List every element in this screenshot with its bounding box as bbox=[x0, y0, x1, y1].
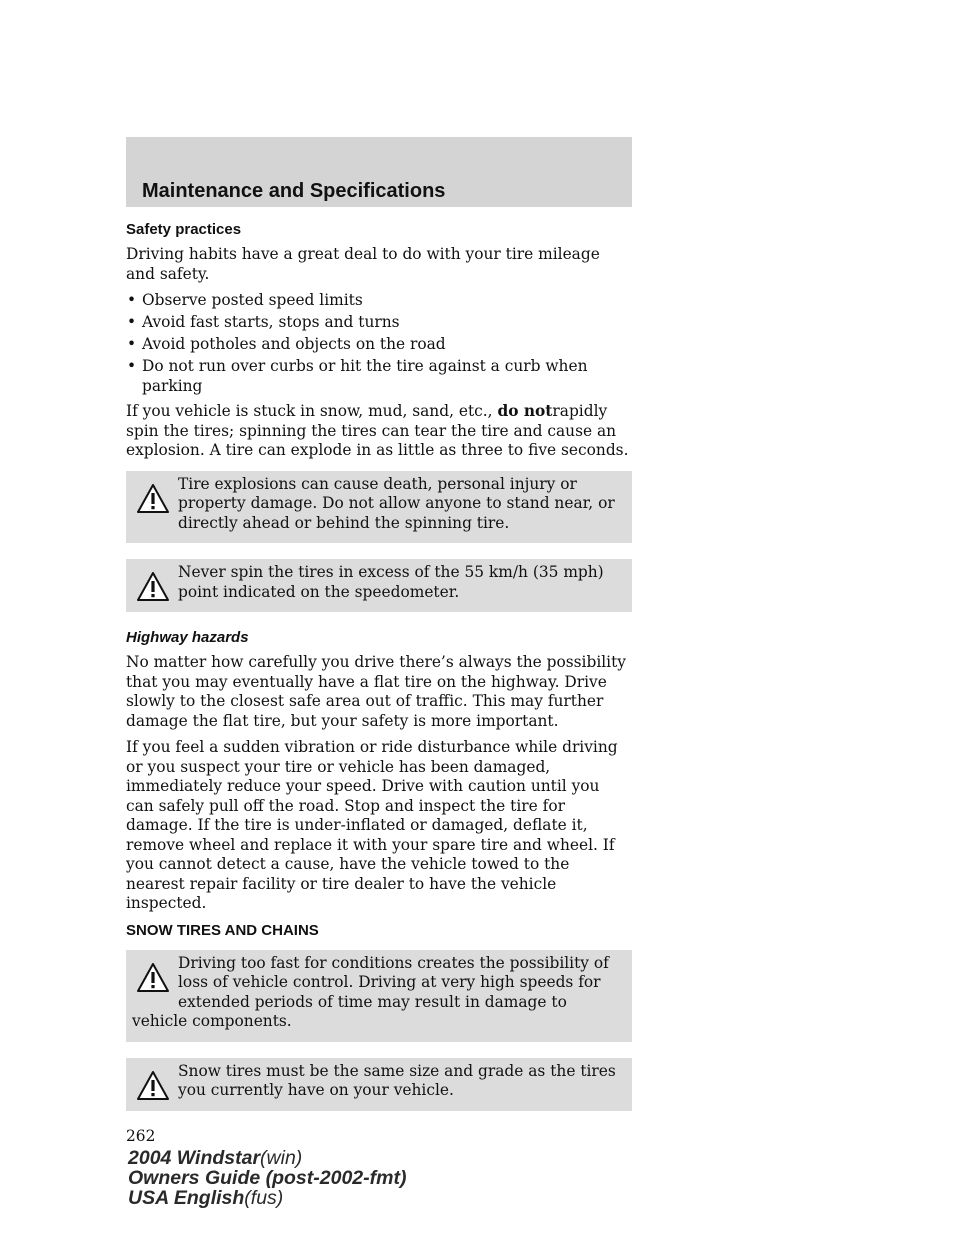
list-item: • Observe posted speed limits bbox=[127, 291, 363, 309]
list-item: • Avoid potholes and objects on the road bbox=[127, 335, 446, 353]
warning-text: Tire explosions can cause death, personal injury or property damage. Do not allow anyone to stand near, or directly ahead or behind the spinning tire. bbox=[178, 474, 615, 532]
safety-intro: Driving habits have a great deal to do with your tire mileage and safety. bbox=[126, 245, 600, 283]
warning-text: Snow tires must be the same size and grade as the tires you currently have on your vehicle. bbox=[178, 1061, 616, 1099]
warning-triangle-icon bbox=[136, 961, 170, 995]
warning-box-spin-speed bbox=[126, 559, 632, 612]
warning-box-driving-speed bbox=[126, 950, 632, 1042]
highway-paragraph-2: If you feel a sudden vibration or ride disturbance while driving or you suspect your tire or vehicle has been damaged, immediately reduce your speed. Drive with caution until you can safely pull off the road. Stop and inspect the tire for damage. If the tire is under-inflated or damaged, deflate it, remove wheel and replace it with your spare tire and wheel. If you cannot detect a cause, have the vehicle towed to the nearest repair facility or tire dealer to have the vehicle inspected. bbox=[126, 738, 618, 912]
page-content bbox=[126, 220, 632, 1146]
footer-line-guide: Owners Guide (post-2002-fmt) bbox=[128, 1167, 407, 1189]
stuck-vehicle-paragraph: If you vehicle is stuck in snow, mud, sand, etc., do notrapidly spin the tires; spinning the tires can tear the tire and cause an explosion. A tire can explode in as little as three to five seconds. bbox=[126, 402, 629, 459]
page-number: 262 bbox=[126, 1126, 156, 1145]
highway-hazards-heading: Highway hazards bbox=[126, 629, 249, 646]
warning-text: Never spin the tires in excess of the 55 km/h (35 mph) point indicated on the speedometer. bbox=[178, 563, 604, 601]
snow-tires-heading: SNOW TIRES AND CHAINS bbox=[126, 921, 319, 939]
bullet-icon: • bbox=[127, 291, 137, 309]
warning-triangle-icon bbox=[136, 570, 170, 604]
section-title: Maintenance and Specifications bbox=[142, 180, 446, 202]
warning-text: Driving too fast for conditions creates the possibility of loss of vehicle control. Driving at very high speeds for extended periods of time may result in damage to vehicle components. bbox=[132, 953, 609, 1030]
document-footer bbox=[128, 1148, 406, 1208]
safety-practices-heading: Safety practices bbox=[126, 221, 242, 238]
section-header-bar bbox=[126, 137, 632, 207]
bullet-icon: • bbox=[127, 357, 137, 375]
safety-bullet-list bbox=[126, 291, 632, 396]
list-item: • Do not run over curbs or hit the tire against a curb when parking bbox=[127, 357, 588, 395]
footer-line-model: 2004 Windstar(win) bbox=[128, 1147, 303, 1169]
warning-box-snow-tire-size bbox=[126, 1058, 632, 1111]
do-not-emphasis: do not bbox=[497, 402, 553, 420]
bullet-icon: • bbox=[127, 313, 137, 331]
bullet-icon: • bbox=[127, 335, 137, 353]
warning-triangle-icon bbox=[136, 1069, 170, 1103]
warning-box-tire-explosion bbox=[126, 471, 632, 544]
highway-paragraph-1: No matter how carefully you drive there’s always the possibility that you may eventually have a flat tire on the highway. Drive slowly to the closest safe area out of traffic. This may further damage the flat tire, but your safety is more important. bbox=[126, 653, 626, 730]
footer-line-language: USA English(fus) bbox=[128, 1187, 284, 1209]
list-item: • Avoid fast starts, stops and turns bbox=[127, 313, 400, 331]
warning-triangle-icon bbox=[136, 482, 170, 516]
